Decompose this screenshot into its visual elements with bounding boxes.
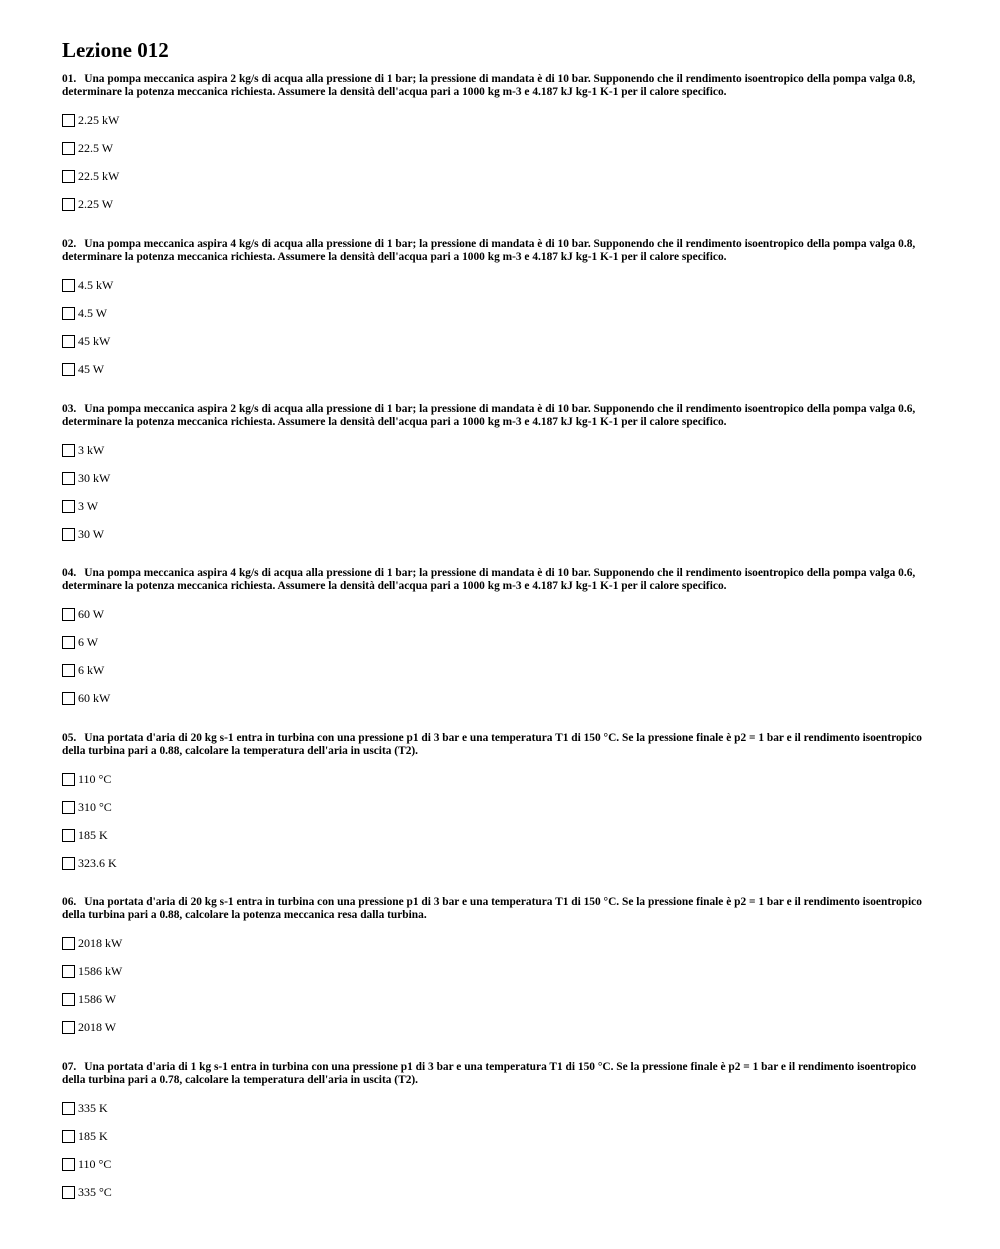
answer-checkbox[interactable]: [62, 801, 75, 814]
question-number: 03.: [62, 403, 77, 415]
answer-checkbox[interactable]: [62, 142, 75, 155]
answer-option[interactable]: [62, 849, 922, 877]
answer-checkbox[interactable]: [62, 664, 75, 677]
answer-label: 4.5 kW: [78, 277, 114, 292]
answer-checkbox[interactable]: [62, 528, 75, 541]
answer-label: 30 kW: [78, 470, 111, 485]
answer-label: 335 °C: [78, 1184, 112, 1199]
answer-label: 2018 kW: [78, 935, 123, 950]
question-number: 07.: [62, 1061, 77, 1073]
question-6: [62, 896, 922, 1041]
answer-option[interactable]: [62, 600, 922, 628]
answer-option[interactable]: [62, 106, 922, 134]
question-text: [62, 73, 922, 99]
answer-label: 60 W: [78, 606, 105, 621]
answer-option[interactable]: [62, 765, 922, 793]
answer-label: 110 °C: [78, 1156, 112, 1171]
answer-option[interactable]: [62, 355, 922, 383]
question-5: [62, 732, 922, 877]
question-text: [62, 732, 922, 758]
answer-option[interactable]: [62, 957, 922, 985]
answer-label: 60 kW: [78, 690, 111, 705]
answer-option[interactable]: [62, 1150, 922, 1178]
answer-label: 3 kW: [78, 442, 105, 457]
answer-checkbox[interactable]: [62, 829, 75, 842]
answer-checkbox[interactable]: [62, 965, 75, 978]
answer-options: [62, 600, 922, 712]
answer-checkbox[interactable]: [62, 608, 75, 621]
answer-label: 22.5 W: [78, 140, 114, 155]
quiz-page: [62, 36, 922, 1199]
answer-label: 30 W: [78, 526, 105, 541]
answer-option[interactable]: [62, 929, 922, 957]
answer-label: 2.25 kW: [78, 112, 120, 127]
answer-label: 335 K: [78, 1100, 108, 1115]
answer-options: [62, 765, 922, 877]
answer-checkbox[interactable]: [62, 1021, 75, 1034]
question-text: [62, 567, 922, 593]
question-number: 04.: [62, 567, 77, 579]
question-body: Una portata d'aria di 1 kg s-1 entra in turbina con una pressione p1 di 3 bar e una temperatura T1 di 150 °C. Se la pressione finale è p2 = 1 bar e il rendimento isoentropico della turbina pari a 0.78, calcolare la temperatura dell'aria in uscita (T2).: [62, 1061, 917, 1086]
answer-label: 110 °C: [78, 771, 112, 786]
question-7: [62, 1061, 922, 1206]
question-body: Una pompa meccanica aspira 4 kg/s di acqua alla pressione di 1 bar; la pressione di mandata è di 10 bar. Supponendo che il rendimento isoentropico della pompa valga 0.6, determinare la potenza meccanica richiesta. Assumere la densità dell'acqua pari a 1000 kg m-3 e 4.187 kJ kg-1 K-1 per il calore specifico.: [62, 567, 916, 592]
answer-label: 1586 W: [78, 991, 117, 1006]
answer-label: 1586 kW: [78, 963, 123, 978]
answer-checkbox[interactable]: [62, 170, 75, 183]
answer-option[interactable]: [62, 684, 922, 712]
question-number: 01.: [62, 73, 77, 85]
question-number: 02.: [62, 238, 77, 250]
answer-label: 2.25 W: [78, 196, 114, 211]
question-text: [62, 238, 922, 264]
answer-option[interactable]: [62, 1013, 922, 1041]
answer-label: 185 K: [78, 827, 108, 842]
answer-label: 6 W: [78, 634, 99, 649]
answer-label: 6 kW: [78, 662, 105, 677]
answer-option[interactable]: [62, 327, 922, 355]
answer-option[interactable]: [62, 1122, 922, 1150]
answer-checkbox[interactable]: [62, 636, 75, 649]
question-1: [62, 73, 922, 218]
answer-checkbox[interactable]: [62, 937, 75, 950]
answer-label: 45 kW: [78, 333, 111, 348]
answer-checkbox[interactable]: [62, 1102, 75, 1115]
answer-checkbox[interactable]: [62, 993, 75, 1006]
answer-option[interactable]: [62, 656, 922, 684]
answer-label: 310 °C: [78, 799, 112, 814]
answer-option[interactable]: [62, 793, 922, 821]
question-text: [62, 1061, 922, 1087]
answer-checkbox[interactable]: [62, 444, 75, 457]
answer-option[interactable]: [62, 628, 922, 656]
answer-checkbox[interactable]: [62, 1186, 75, 1199]
question-body: Una pompa meccanica aspira 4 kg/s di acqua alla pressione di 1 bar; la pressione di mandata è di 10 bar. Supponendo che il rendimento isoentropico della pompa valga 0.8, determinare la potenza meccanica richiesta. Assumere la densità dell'acqua pari a 1000 kg m-3 e 4.187 kJ kg-1 K-1 per il calore specifico.: [62, 238, 916, 263]
answer-checkbox[interactable]: [62, 335, 75, 348]
answer-checkbox[interactable]: [62, 692, 75, 705]
answer-option[interactable]: [62, 436, 922, 464]
answer-option[interactable]: [62, 1094, 922, 1122]
answer-option[interactable]: [62, 520, 922, 548]
question-3: [62, 403, 922, 548]
answer-option[interactable]: [62, 985, 922, 1013]
question-body: Una pompa meccanica aspira 2 kg/s di acqua alla pressione di 1 bar; la pressione di mandata è di 10 bar. Supponendo che il rendimento isoentropico della pompa valga 0.6, determinare la potenza meccanica richiesta. Assumere la densità dell'acqua pari a 1000 kg m-3 e 4.187 kJ kg-1 K-1 per il calore specifico.: [62, 403, 916, 428]
answer-option[interactable]: [62, 162, 922, 190]
answer-option[interactable]: [62, 821, 922, 849]
question-2: [62, 238, 922, 383]
answer-options: [62, 929, 922, 1041]
answer-label: 22.5 kW: [78, 168, 120, 183]
answer-options: [62, 271, 922, 383]
answer-option[interactable]: [62, 134, 922, 162]
answer-checkbox[interactable]: [62, 857, 75, 870]
answer-option[interactable]: [62, 492, 922, 520]
answer-option[interactable]: [62, 464, 922, 492]
question-body: Una pompa meccanica aspira 2 kg/s di acqua alla pressione di 1 bar; la pressione di mandata è di 10 bar. Supponendo che il rendimento isoentropico della pompa valga 0.8, determinare la potenza meccanica richiesta. Assumere la densità dell'acqua pari a 1000 kg m-3 e 4.187 kJ kg-1 K-1 per il calore specifico.: [62, 73, 916, 98]
answer-checkbox[interactable]: [62, 198, 75, 211]
answer-checkbox[interactable]: [62, 1158, 75, 1171]
answer-label: 3 W: [78, 498, 99, 513]
answer-label: 2018 W: [78, 1019, 117, 1034]
question-body: Una portata d'aria di 20 kg s-1 entra in turbina con una pressione p1 di 3 bar e una temperatura T1 di 150 °C. Se la pressione finale è p2 = 1 bar e il rendimento isoentropico della turbina pari a 0.88, calcolare la potenza meccanica resa dalla turbina.: [62, 896, 922, 921]
answer-option[interactable]: [62, 1178, 922, 1206]
answer-label: 185 K: [78, 1128, 108, 1143]
answer-checkbox[interactable]: [62, 279, 75, 292]
question-4: [62, 567, 922, 712]
page-title: Lezione 012: [62, 38, 169, 62]
answer-label: 4.5 W: [78, 305, 108, 320]
answer-option[interactable]: [62, 271, 922, 299]
question-text: [62, 403, 922, 429]
answer-label: 323.6 K: [78, 855, 117, 870]
question-body: Una portata d'aria di 20 kg s-1 entra in turbina con una pressione p1 di 3 bar e una temperatura T1 di 150 °C. Se la pressione finale è p2 = 1 bar e il rendimento isoentropico della turbina pari a 0.88, calcolare la temperatura dell'aria in uscita (T2).: [62, 732, 922, 757]
answer-label: 45 W: [78, 361, 105, 376]
answer-options: [62, 1094, 922, 1206]
answer-checkbox[interactable]: [62, 1130, 75, 1143]
answer-checkbox[interactable]: [62, 500, 75, 513]
answer-options: [62, 436, 922, 548]
question-text: [62, 896, 922, 922]
answer-checkbox[interactable]: [62, 472, 75, 485]
answer-option[interactable]: [62, 299, 922, 327]
answer-checkbox[interactable]: [62, 773, 75, 786]
answer-checkbox[interactable]: [62, 114, 75, 127]
question-number: 05.: [62, 732, 77, 744]
answer-checkbox[interactable]: [62, 307, 75, 320]
answer-option[interactable]: [62, 190, 922, 218]
answer-options: [62, 106, 922, 218]
answer-checkbox[interactable]: [62, 363, 75, 376]
question-number: 06.: [62, 896, 77, 908]
